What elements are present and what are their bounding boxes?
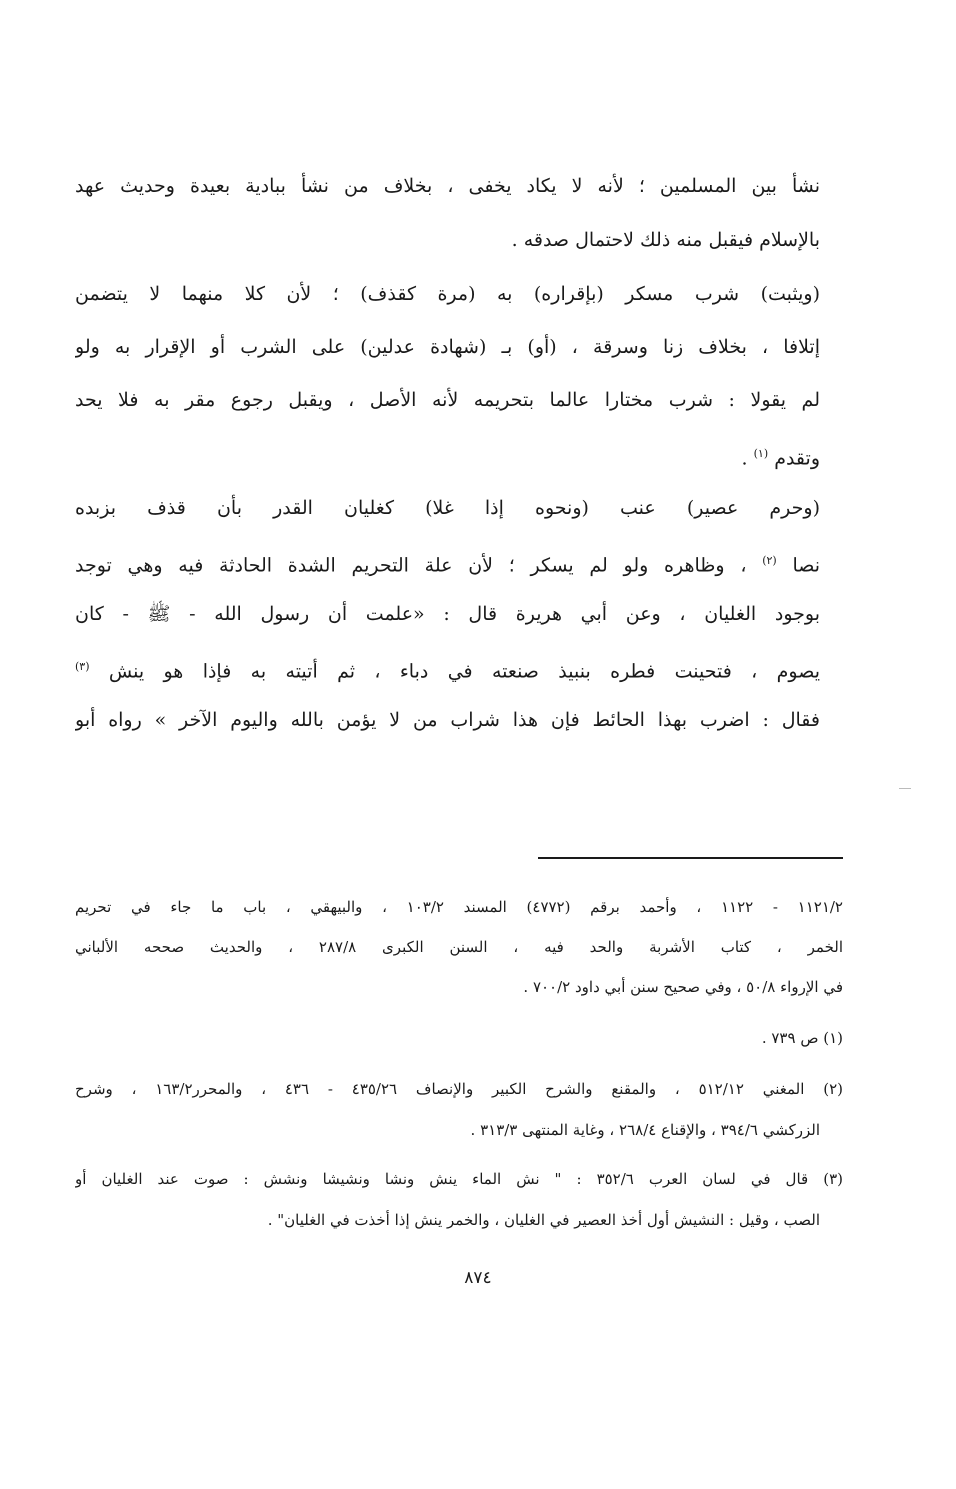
footnote-3-line: الصب ، وقيل : النشيش أول أخذ العصير في الغليان ، والخمر ينش إذا أخذت في الغليان" . (267, 1211, 820, 1229)
text-line (75, 649, 820, 687)
footnote-2-line: (٢) المغني ٥١٢/١٢ ، والمقنع والشرح الكبير والإنصاف ٤٣٥/٢٦ - ٤٣٦ ، والمحرر١٦٣/٢ ، وشرح (75, 1080, 843, 1098)
footnote-line: ١١٢١/٢ - ١١٢٢ ، وأحمد برقم (٤٧٧٢) المسند ١٠٣/٢ ، والبيهقي ، باب ما جاء في تحريم (75, 898, 843, 916)
text-line: إتلافا ، بخلاف زنا وسرقة ، (أو) بـ (شهادة عدلين) على الشرب أو الإقرار به ولو (75, 336, 820, 358)
margin-mark (899, 788, 911, 789)
text-line: نشأ بين المسلمين ؛ لأنه لا يكاد يخفى ، بخلاف من نشأ ببادية بعيدة وحديث عهد (75, 175, 820, 197)
text-line: وتقدم $^{(١)}$ . (741, 447, 820, 470)
text-line-part: وتقدم (774, 447, 820, 470)
footnote-3-line: (٣) قال في لسان العرب ٣٥٢/٦ : " نش الماء ينش ونشا ونشيشا ونشش : صوت عند الغليان أو (75, 1170, 843, 1188)
footnote-separator (538, 857, 843, 859)
text-line: بوجود الغليان ، وعن أبي هريرة قال : «علمت أن رسول الله - ﷺ - كان (75, 603, 820, 625)
text-line (75, 543, 820, 581)
footnote-line: في الإرواء ٥٠/٨ ، وفي صحيح سنن أبي داود ٧٠٠/٢ . (523, 978, 843, 996)
text-line: (وحرم عصير) عنب (ونحوه إذا غلا) كغليان القدر بأن قذف بزبده (75, 497, 820, 519)
footnote-ref-2: (٢) (762, 554, 777, 567)
text-line-part: يصوم ، فتحينت فطره بنبيذ صنعته في دباء ، ثم أتيته به فإذا هو ينش (108, 660, 820, 683)
footnote-1: (١) ص ٧٣٩ . (761, 1029, 843, 1047)
text-line: بالإسلام فيقبل منه ذلك لاحتمال صدقه . (511, 229, 820, 251)
text-line: فقال : اضرب بهذا الحائط فإن هذا شراب من لا يؤمن بالله واليوم الآخر » رواه أبو (75, 709, 820, 731)
text-line-part: نصا (792, 554, 820, 577)
footnote-2-line: الزركشي ٣٩٤/٦ ، والإقناع ٢٦٨/٤ ، وغاية المنتهى ٣١٣/٣ . (470, 1121, 820, 1139)
text-line-part: ، وظاهره ولو لم يسكر ؛ لأن علة التحريم الشدة الحادثة فيه وهي توجد (75, 554, 747, 577)
footnote-ref-3: (٣) (75, 660, 90, 673)
text-line: لم يقولا : شرب مختارا عالما بتحريمه لأنه الأصل ، ويقبل رجوع مقر به فلا يحد (75, 389, 820, 411)
text-line: (ويثبت) شرب مسكر (بإقراره) به (مرة كقذف) ؛ لأن كلا منهما لا يتضمن (75, 283, 820, 305)
footnote-line: الخمر ، كتاب الأشربة والحد فيه ، السنن الكبرى ٢٨٧/٨ ، والحديث صححه الألباني (75, 938, 843, 956)
page-number: ٨٧٤ (464, 1268, 492, 1288)
footnote-ref-1: (١) (753, 447, 769, 460)
